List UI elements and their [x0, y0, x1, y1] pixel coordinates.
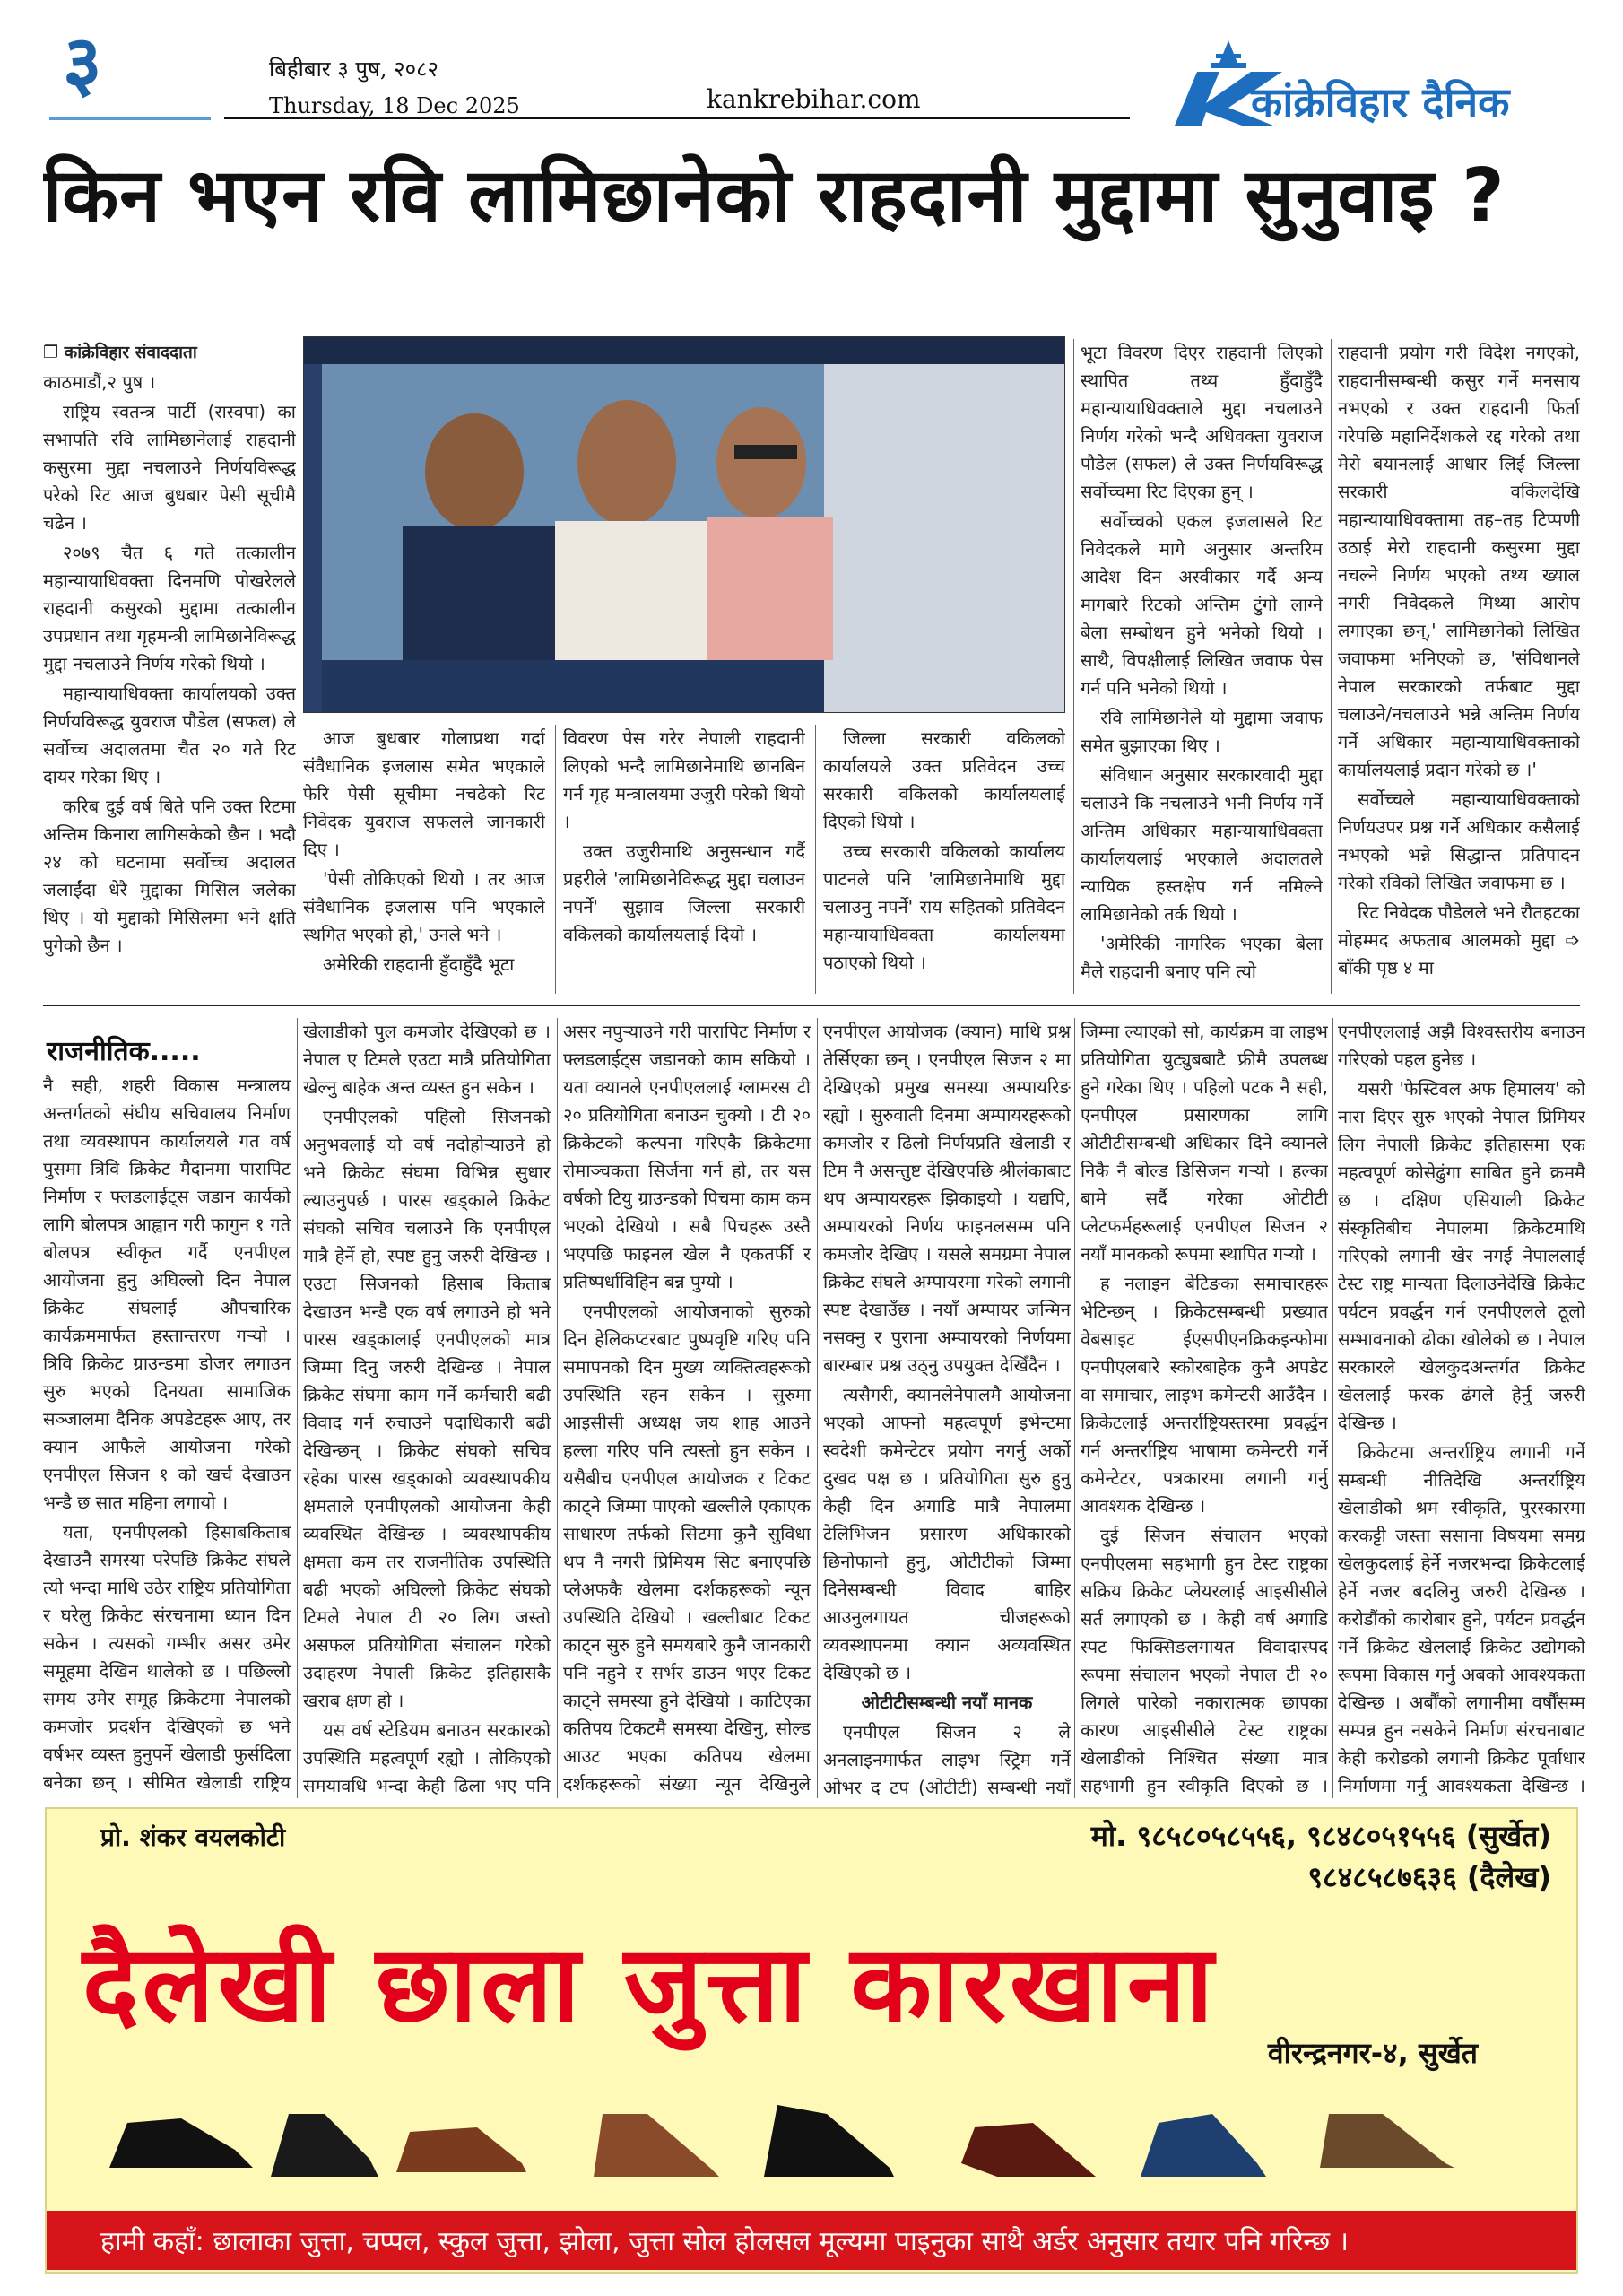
story-paragraph: उक्त उजुरीमाथि अनुसन्धान गर्दै प्रहरीले 'लामिछानेविरूद्ध मुद्दा चलाउन नपर्ने' सुझाव जिल्ला सरकारी वकिलको कार्यालयलाई दियो ।: [563, 840, 805, 945]
story-paragraph: अमेरिकी राहदानी हुँदाहुँदै भूटा: [323, 953, 515, 975]
column-divider: [555, 725, 556, 994]
politics-paragraph: त्यसैगरी, क्यानलेनेपालमै आयोजना भएको आफ्नो महत्वपूर्ण इभेन्टमा स्वदेशी कमेन्टेटर प्रयोग नगर्नु अर्को दुखद पक्ष छ । प्रतियोगिता सुरु हुनु केही दिन अगाडि मात्रै नेपालमा टेलिभिजन प्रसारण अधिकारको छिनोफानो हुनु, ओटीटीको जिम्मा दिनेसम्बन्धी विवाद बाहिर आउनुलगायत चीजहरूको व्यवस्थापनमा क्यान अव्यवस्थित देखिएको छ ।: [823, 1384, 1071, 1683]
section-rule: [43, 1004, 1580, 1006]
politics-paragraph: एनपीएललाई अझै विश्वस्तरीय बनाउन गरिएको पहल हुनेछ ।: [1338, 1021, 1585, 1070]
story-paragraph: सर्वोच्चको एकल इजलासले रिट निवेदकले मागे अनुसार अन्तरिम आदेश दिन अस्वीकार गर्दै अन्य मागबारे रिटको अन्तिम टुंगो लाग्ने बेला सम्बोधन हुने भनेको थियो । साथै, विपक्षीलाई लिखित जवाफ पेस गर्न पनि भनेको थियो ।: [1081, 510, 1323, 699]
politics-paragraph: ह नलाइन बेटिङका समाचारहरू भेटिन्छन् । क्रिकेटसम्बन्धी प्रख्यात वेबसाइट ईएसपीएनक्रिकइन्फोमा एनपीएलबारे स्कोरबाहेक कुनै अपडेट वा समाचार, लाइभ कमेन्टरी आउँदैन । क्रिकेटलाई अन्तर्राष्ट्रियस्तरमा प्रवर्द्धन गर्न अन्तर्राष्ट्रिय भाषामा कमेन्टरी गर्ने कमेन्टेटर, पत्रकारमा लगानी गर्नु आवश्यक देखिन्छ ।: [1081, 1273, 1328, 1517]
story-paragraph: २०७९ चैत ६ गते तत्कालीन महान्यायाधिवक्ता दिनमणि पोखरेलले राहदानी कसुरको मुद्दामा तत्कालीन उपप्रधान तथा गृहमन्त्री लामिछानेविरूद्ध मुद्दा नचलाउने निर्णय गरेको थियो ।: [43, 542, 296, 674]
byline: ❒ कांक्रेविहार संवाददाता: [43, 343, 197, 362]
masthead-title: कांक्रेविहार दैनिक: [1251, 78, 1510, 126]
politics-paragraph: क्रिकेटमा अन्तर्राष्ट्रिय लगानी गर्ने सम्बन्धी नीतिदेखि अन्तर्राष्ट्रिय खेलाडीको श्रम स्वीकृति, पुरस्कारमा करकट्टी जस्ता ससाना विषयमा समग्र खेलकुदलाई हेर्ने नजरभन्दा क्रिकेटलाई हेर्ने नजर बदलिनु जरुरी देखिन्छ । करोडौंको कारोबार हुने, पर्यटन प्रवर्द्धन गर्ने क्रिकेट खेललाई क्रिकेट उद्योगको रूपमा विकास गर्नु अबको आवश्यकता देखिन्छ । अर्बौंको लगानीमा वर्षौंसम्म सम्पन्न हुन नसकेने निर्माण संरचनाबाट केही करोडको लगानी क्रिकेट पूर्वाधार निर्माणमा गर्नु आवश्यकता देखिन्छ ।: [1338, 1441, 1585, 1796]
story-column-5: [1081, 339, 1323, 994]
politics-paragraph: जिम्मा ल्याएको सो, कार्यक्रम वा लाइभ प्रतियोगिता युट्युबबाटै फ्रीमै उपलब्ध हुने गरेका थिए । पहिलो पटक नै सही, एनपीएल प्रसारणका लागि ओटीटीसम्बन्धी अधिकार दिने क्यानले निकै नै बोल्ड डिसिजन गऱ्यो । हल्का बामे सर्दै गरेका ओटीटी प्लेटफर्महरूलाई एनपीएल सिजन २ नयाँ मानकको रूपमा स्थापित गऱ्यो ।: [1081, 1021, 1328, 1265]
story-paragraph: विवरण पेस गरेर नेपाली राहदानी लिएको भन्दै लामिछानेमाथि छानबिन गर्न गृह मन्त्रालयमा उजुरी परेको थियो ।: [563, 727, 805, 832]
story-column-3: [563, 725, 805, 994]
politics-column-4: [823, 1018, 1071, 1798]
advert-proprietor: प्रो. शंकर वयलकोटी: [100, 1822, 286, 1852]
story-paragraph: आज बुधबार गोलाप्रथा गर्दा संवैधानिक इजलास समेत भएकाले फेरि पेसी सूचीमा नचढेको रिट निवेदक युवराज सफलले जानकारी दिए ।: [303, 727, 545, 860]
shoe-icon: [764, 2105, 894, 2177]
shoe-icon: [594, 2114, 719, 2177]
politics-paragraph: यसरी 'फेस्टिवल अफ हिमालय' को नारा दिएर सुरु भएको नेपाल प्रिमियर लिग नेपाली क्रिकेट इतिहासमा एक महत्वपूर्ण कोसेढुंगा साबित हुने क्रममै छ । दक्षिण एसियाली क्रिकेट संस्कृतिबीच नेपालमा क्रिकेटमाथि गरिएको लगानी खेर नगई नेपाललाई टेस्ट राष्ट्र मान्यता दिलाउनेदेखि क्रिकेट पर्यटन प्रवर्द्धन गर्न एनपीएलले ठूलो सम्भावनाको ढोका खोलेको छ । नेपाल सरकारले खेलकुदअन्तर्गत क्रिकेट खेललाई फरक ढंगले हेर्नु जरुरी देखिन्छ ।: [1338, 1078, 1585, 1433]
shoe-icon: [1141, 2114, 1266, 2177]
politics-column-1: [43, 1072, 291, 1798]
story-paragraph: 'पेसी तोकिएको थियो । तर आज संवैधानिक इजलास पनि भएकाले स्थगित भएको हो,' उनले भने ।: [303, 868, 545, 945]
advert-phone-1: मो. ९८५८०५८५५६, ९८४८०५१५५६ (सुर्खेत): [1090, 1819, 1551, 1853]
page-header: [0, 0, 1623, 144]
story-paragraph: संविधान अनुसार सरकारवादी मुद्दा चलाउने कि नचलाउने भनी निर्णय गर्ने अन्तिम अधिकार महान्यायाधिवक्ता कार्यालयलाई भएकाले अदालतले न्यायिक हस्तक्षेप गर्न नमिल्ने लामिछानेको तर्क थियो ।: [1081, 764, 1323, 925]
date-nepali: बिहीबार ३ पुष, २०८२: [269, 57, 439, 82]
column-divider: [1073, 339, 1074, 994]
website-link[interactable]: kankrebihar.com: [707, 84, 921, 114]
story-paragraph: सर्वोच्चले महान्यायाधिवक्ताको निर्णयउपर प्रश्न गर्ने अधिकार कसैलाई नभएको भन्ने सिद्धान्त प्रतिपादन गरेको रविको लिखित जवाफमा छ ।: [1338, 788, 1580, 893]
header-accent-rule: [49, 117, 211, 120]
headline: किन भएन रवि लामिछानेको राहदानी मुद्दामा सुनुवाइ ?: [43, 153, 1506, 239]
story-paragraph: भूटा विवरण दिएर राहदानी लिएको स्थापित तथ्य हुँदाहुँदै महान्यायाधिवक्ताले मुद्दा नचलाउने निर्णय गरेको भन्दै अधिवक्ता युवराज पौडेल (सफल) ले उक्त निर्णयविरूद्ध सर्वोच्चमा रिट दिएका हुन् ।: [1081, 342, 1323, 502]
politics-paragraph: खेलाडीको पुल कमजोर देखिएको छ । नेपाल ए टिमले एउटा मात्रै प्रतियोगिता खेल्नु बाहेक अन्त व्यस्त हुन सकेन ।: [303, 1021, 551, 1098]
story-column-2: [303, 725, 545, 994]
shoe-icon: [1320, 2114, 1454, 2168]
column-divider: [817, 1018, 818, 1798]
date-english: Thursday, 18 Dec 2025: [269, 93, 520, 118]
politics-paragraph: एनपीएलको पहिलो सिजनको अनुभवलाई यो वर्ष नदोहोऱ्याउने हो भने क्रिकेट संघमा विभिन्न सुधार ल्याउनुपर्छ । पारस खड्काले क्रिकेट संघको सचिव चलाउने कि एनपीएल मात्रै हेर्ने हो, स्पष्ट हुनु जरुरी देखिन्छ । एउटा सिजनको हिसाब किताब देखाउन भन्डै एक वर्ष लगाउने हो भने पारस खड्कालाई एनपीएलको मात्र जिम्मा दिनु जरुरी देखिन्छ । नेपाल क्रिकेट संघमा काम गर्ने कर्मचारी बढी विवाद गर्न रुचाउने पदाधिकारी बढी देखिन्छन् । क्रिकेट संघको सचिव रहेका पारस खड्काको व्यवस्थापकीय क्षमताले एनपीएलको आयोजना केही व्यवस्थित देखिन्छ । व्यवस्थापकीय क्षमता कम तर राजनीतिक उपस्थिति बढी भएको अघिल्लो क्रिकेट संघको टिमले नेपाल टी २० लिग जस्तो असफल प्रतियोगिता संचालन गरेको उदाहरण नेपाली क्रिकेट इतिहासकै खराब क्षण हो ।: [303, 1106, 551, 1711]
shoe-icon: [109, 2118, 253, 2168]
story-paragraph: राहदानी प्रयोग गरी विदेश नगएको, राहदानीसम्बन्धी कसुर गर्ने मनसाय नभएको र उक्त राहदानी फिर्ता गरेपछि महानिर्देशकले रद्द गरेको तथा मेरो बयानलाई आधार लिई जिल्ला सरकारी वकिलदेखि महान्यायाधिवक्तामा तह–तह टिप्पणी उठाई मेरो राहदानी कसुरमा मुद्दा नचल्ने निर्णय भएको तथ्य ख्याल नगरी निवेदकले मिथ्या आरोप लगाएका छन्,' लामिछानेको लिखित जवाफमा भनिएको छ, 'संविधानले नेपाल सरकारको तर्फबाट मुद्दा चलाउने/नचलाउने भन्ने अन्तिम निर्णय गर्ने अधिकार महान्यायाधिवक्ताको कार्यालयलाई प्रदान गरेको छ ।': [1338, 342, 1580, 780]
shoe-factory-advert: [45, 1807, 1578, 2274]
column-divider: [815, 725, 816, 994]
story-paragraph: करिब दुई वर्ष बिते पनि उक्त रिटमा अन्तिम किनारा लागिसकेको छैन । भदौ २४ को घटनामा सर्वोच्च अदालत जलाईंदा धेरै मुद्दाका मिसिल जलेका थिए । यो मुद्दाको मिसिलमा भने क्षति पुगेको छैन ।: [43, 796, 296, 956]
advert-address: वीरन्द्रनगर-४, सुर्खेत: [1267, 2036, 1478, 2070]
advert-tagline-band: [47, 2211, 1576, 2270]
story-column-1: [43, 339, 296, 994]
politics-column-3: [563, 1018, 811, 1798]
story-paragraph: 'अमेरिकी नागरिक भएका बेला मैले राहदानी बनाए पनि त्यो: [1081, 933, 1323, 982]
story-column-6: [1338, 339, 1580, 994]
politics-paragraph: यता, एनपीएलको हिसाबकिताब देखाउनै समस्या परेपछि क्रिकेट संघले त्यो भन्दा माथि उठेर राष्ट्रिय प्रतियोगिता र घरेलु क्रिकेट संरचनामा ध्यान दिन सकेन । त्यसको गम्भीर असर उमेर समूहमा देखिन थालेको छ । पछिल्लो समय उमेर समूह क्रिकेटमा नेपालको कमजोर प्रदर्शन देखिएको छ भने वर्षभर व्यस्त हुनुपर्ने खेलाडी फुर्सदिला बनेका छन् । सीमित खेलाडी राष्ट्रिय: [43, 1521, 291, 1793]
column-divider: [1332, 1018, 1333, 1798]
news-photo: [303, 336, 1065, 713]
story-paragraph: उच्च सरकारी वकिलको कार्यालय पाटनले पनि 'लामिछानेमाथि मुद्दा चलाउनु नपर्ने' राय सहितको प्रतिवेदन महान्यायाधिवक्ता कार्यालयमा पठाएको थियो ।: [823, 840, 1065, 973]
politics-column-6: [1338, 1018, 1585, 1798]
story-column-4: [823, 725, 1065, 994]
shoe-icon: [396, 2127, 526, 2172]
continued-link[interactable]: रिट निवेदक पौडेलले भने रौतहटका मोहम्मद अफताब आलमको मुद्दा ➩ बाँकी पृष्ठ ४ मा: [1338, 901, 1580, 978]
story-paragraph: राष्ट्रिय स्वतन्त्र पार्टी (रास्वपा) का सभापति रवि लामिछानेलाई राहदानी कसुरमा मुद्दा नचलाउने निर्णयविरूद्ध परेको रिट आज बुधबार पेसी सूचीमै चढेन ।: [43, 401, 296, 534]
section-kicker: राजनीतिक.....: [47, 1036, 201, 1067]
column-divider: [297, 1018, 298, 1798]
shoe-icon: [271, 2114, 378, 2177]
politics-paragraph: एनपीएलको आयोजनाको सुरुको दिन हेलिकप्टरबाट पुष्पवृष्टि गरिए पनि समापनको दिन मुख्य व्यक्तित्वहरूको उपस्थिति रहन सकेन । सुरुमा आइसीसी अध्यक्ष जय शाह आउने हल्ला गरिए पनि त्यस्तो हुन सकेन । यसैबीच एनपीएल आयोजक र टिकट काट्ने जिम्मा पाएको खल्तीले एकाएक साधारण तर्फको सिटमा कुनै सुविधा थप नै नगरी प्रिमियम सिट बनाएपछि प्लेअफकै खेलमा दर्शकहरूको न्यून उपस्थिति देखियो । खल्तीबाट टिकट काट्न सुरु हुने समयबारे कुनै जानकारी पनि नहुने र सर्भर डाउन भएर टिकट काट्ने समस्या हुने देखियो । काटिएका कतिपय टिकटमै समस्या देखिनु, सोल्ड आउट भएका कतिपय खेलमा दर्शकहरूको संख्या न्यून देखिनुले: [563, 1300, 811, 1795]
politics-column-5: [1081, 1018, 1328, 1798]
column-divider: [1331, 339, 1332, 994]
story-paragraph: जिल्ला सरकारी वकिलको कार्यालयले उक्त प्रतिवेदन उच्च सरकारी वकिलको कार्यालयलाई दिएको थियो ।: [823, 727, 1065, 832]
dateline: काठमाडौं,२ पुष ।: [43, 371, 156, 393]
politics-paragraph: नै सही, शहरी विकास मन्त्रालय अन्तर्गतको संघीय सचिवालय निर्माण तथा व्यवस्थापन कार्यालयले गत वर्ष पुसमा त्रिवि क्रिकेट मैदानमा पारापिट निर्माण र फ्लडलाईट्स जडान कार्यको लागि बोलपत्र आह्वान गरी फागुन १ गते बोलपत्र स्वीकृत गर्दै एनपीएल आयोजना हुनु अघिल्लो दिन नेपाल क्रिकेट संघलाई औपचारिक कार्यक्रममार्फत हस्तान्तरण गऱ्यो । त्रिवि क्रिकेट ग्राउन्डमा डोजर लगाउन सुरु भएको दिनयता सामाजिक सञ्जालमा दैनिक अपडेटहरू आए, तर क्यान आफैले आयोजना गरेको एनपीएल सिजन १ को खर्च देखाउन भन्डै छ सात महिना लगायो ।: [43, 1074, 291, 1513]
advert-phone-2: ९८४८५८७६३६ (दैलेख): [1307, 1860, 1551, 1894]
politics-paragraph: असर नपुऱ्याउने गरी पारापिट निर्माण र फ्लडलाईट्स जडानको काम सकियो । यता क्यानले एनपीएललाई ग्लामरस टी २० प्रतियोगिता बनाउन चुक्यो । टी २० क्रिकेटको कल्पना गरिएकै क्रिकेटमा रोमाञ्चकता सिर्जना गर्न हो, तर यस वर्षको टियु ग्राउन्डको पिचमा काम कम भएको देखियो । सबै पिचहरू उस्तै भएपछि फाइनल खेल नै एकतर्फी र प्रतिष्पर्धाविहिन बन्न पुग्यो ।: [563, 1021, 811, 1292]
story-paragraph: महान्यायाधिवक्ता कार्यालयको उक्त निर्णयविरूद्ध युवराज पौडेल (सफल) ले सर्वोच्च अदालतमा चैत २० गते रिट दायर गरेका थिए ।: [43, 683, 296, 787]
politics-column-2: [303, 1018, 551, 1798]
page-number: ३: [63, 19, 102, 107]
politics-paragraph: एनपीएल सिजन २ ले अनलाइनमार्फत लाइभ स्ट्रिम गर्ने ओभर द टप (ओटीटी) सम्बन्धी नयाँ: [823, 1721, 1071, 1798]
column-divider: [557, 1018, 558, 1798]
shoe-images: [100, 2078, 1517, 2195]
politics-subheading: ओटीटीसम्बन्धी नयाँ मानक: [861, 1692, 1033, 1713]
story-paragraph: रवि लामिछानेले यो मुद्दामा जवाफ समेत बुझाएका थिए ।: [1081, 707, 1323, 756]
politics-paragraph: दुई सिजन संचालन भएको एनपीएलमा सहभागी हुन टेस्ट राष्ट्रका सक्रिय क्रिकेट प्लेयरलाई आइसीसीले सर्त लगाएको छ । केही वर्ष अगाडि स्पट फिक्सिङलगायत विवादास्पद रूपमा संचालन भएको नेपाल टी २० लिगले पारेको नकारात्मक छापका कारण आइसीसीले टेस्ट राष्ट्रका खेलाडीको निश्चित संख्या मात्र सहभागी हुन स्वीकृति दिएको छ ।: [1081, 1525, 1328, 1796]
politics-paragraph: यस वर्ष स्टेडियम बनाउन सरकारको उपस्थिति महत्वपूर्ण रह्यो । तोकिएको समयावधि भन्दा केही ढिला भए पनि: [303, 1719, 551, 1796]
advert-tagline: हामी कहाँ: छालाका जुत्ता, चप्पल, स्कुल जुत्ता, झोला, जुत्ता सोल होलसल मूल्यमा पाइनुका साथै अर्डर अनुसार तयार पनि गरिन्छ ।: [100, 2226, 1349, 2257]
advert-title: दैलेखी छाला जुत्ता कारखाना: [82, 1922, 1218, 2046]
column-divider: [1074, 1018, 1075, 1798]
politics-paragraph: एनपीएल आयोजक (क्यान) माथि प्रश्न तेर्सिएका छन् । एनपीएल सिजन २ मा देखिएको प्रमुख समस्या अम्पायरिङ रह्यो । सुरुवाती दिनमा अम्पायरहरूको कमजोर र ढिलो निर्णयप्रति खेलाडी र टिम नै असन्तुष्ट देखिएपछि श्रीलंकाबाट थप अम्पायरहरू झिकाइयो । यद्यपि, अम्पायरको निर्णय फाइनलसम्म पनि कमजोर देखिए । यसले समग्रमा नेपाल क्रिकेट संघले अम्पायरमा गरेको लगानी स्पष्ट देखाउँछ । नयाँ अम्पायर जन्मिन नसक्नु र पुराना अम्पायरको निर्णयमा बारम्बार प्रश्न उठ्नु उपयुक्त देखिँदैन ।: [823, 1021, 1071, 1376]
shoe-icon: [961, 2123, 1096, 2177]
